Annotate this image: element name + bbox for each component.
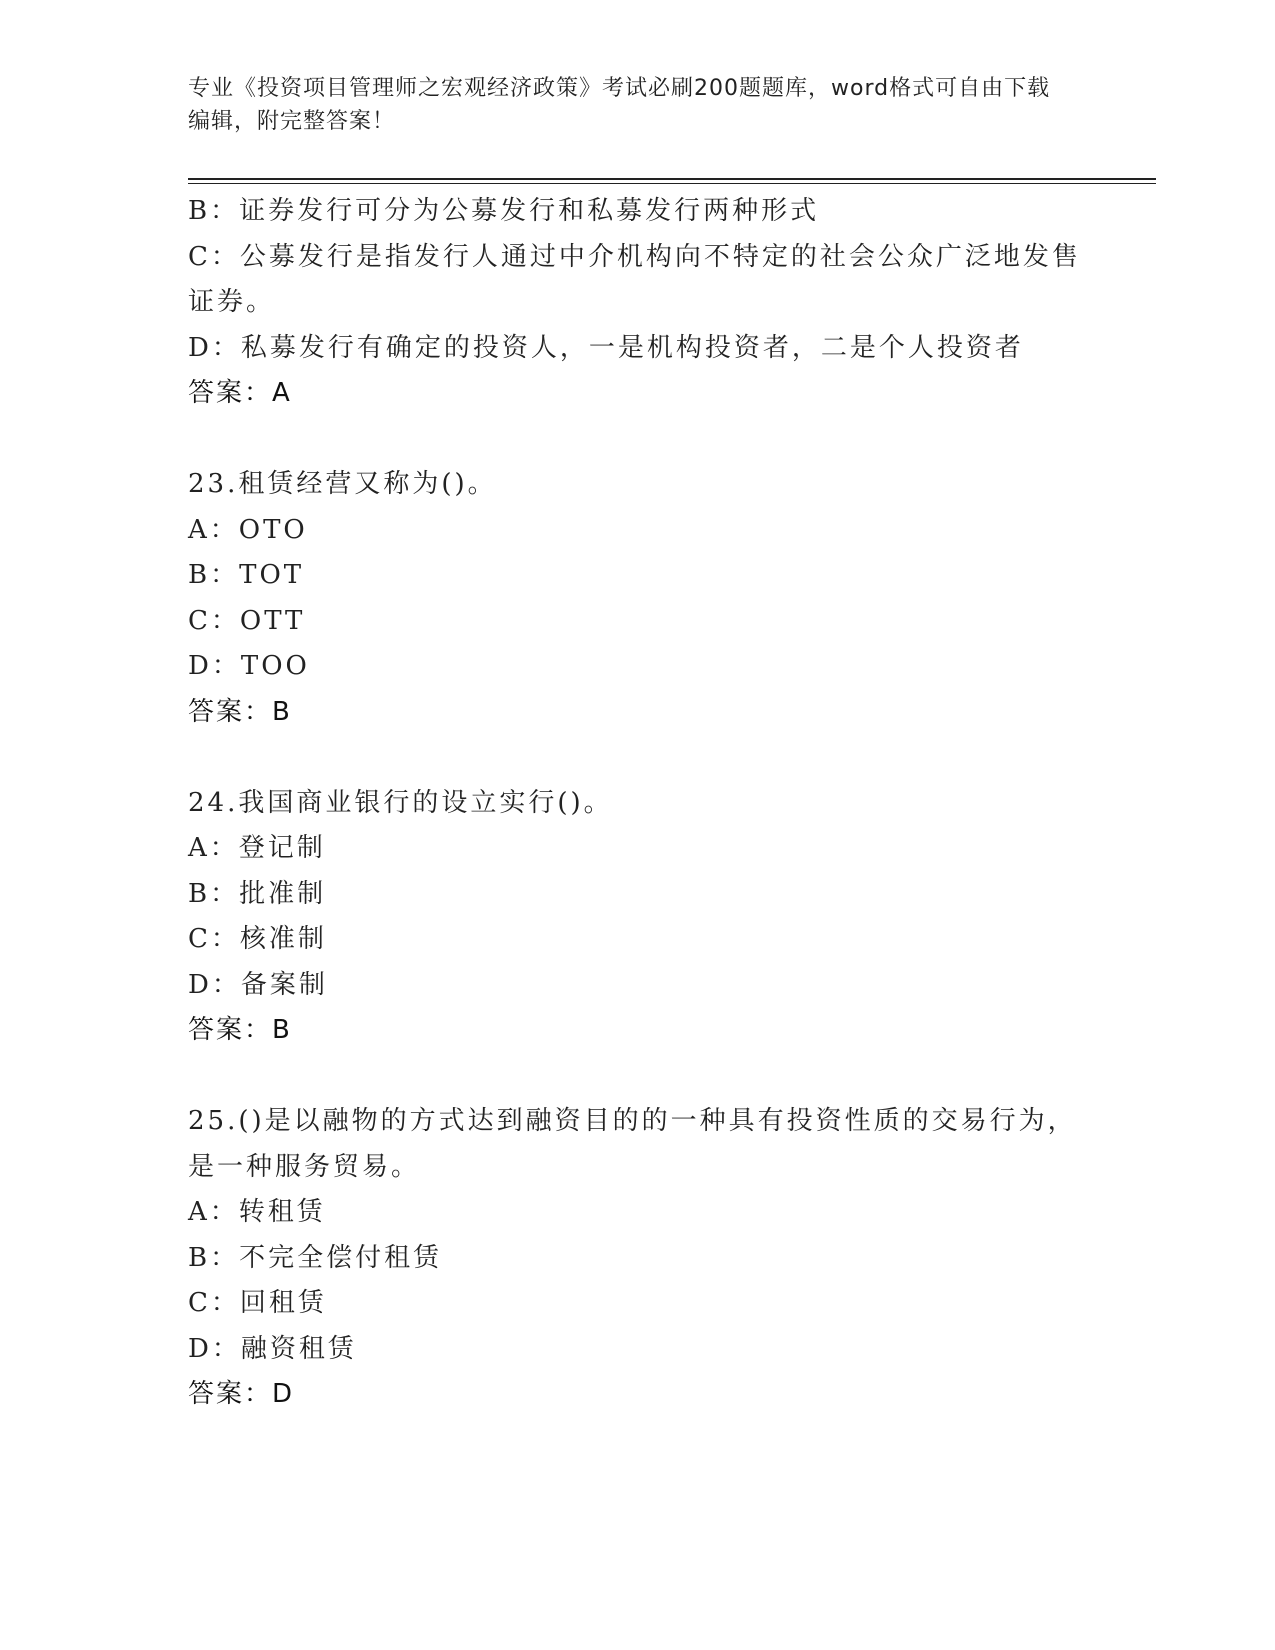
question-block-24 [188,781,1088,1054]
option-d: D：TOO [188,651,310,681]
option-c: C：核准制 [188,924,327,954]
option-d: D：融资租赁 [188,1333,357,1364]
option-a: A：登记制 [188,833,326,863]
header-rule-thick [188,178,1156,180]
header-rule-thin [188,183,1156,184]
question-stem: 23.租赁经营又称为()。 [188,469,497,499]
option-c: C：OTT [188,605,306,636]
option-b: B：证券发行可分为公募发行和私募发行两种形式 [188,196,820,226]
question-block-25 [188,1099,1088,1418]
option-b: B：不完全偿付租赁 [188,1242,443,1273]
document-header: 专业《投资项目管理师之宏观经济政策》考试必刷200题题库，word格式可自由下载编辑，附完整答案！ [188,76,1051,134]
question-stem: 25.()是以融物的方式达到融资目的的一种具有投资性质的交易行为，是一种服务贸易。 [188,1106,1077,1182]
answer-line: 答案：B [188,696,292,727]
option-c: C：回租赁 [188,1288,327,1318]
prev-question-block [188,189,1088,417]
spacer [188,1054,1088,1100]
question-content [188,189,1088,1418]
question-block-23 [188,462,1088,735]
option-b: B：批准制 [188,878,327,909]
option-a: A：OTO [188,514,308,545]
answer-line: 答案：B [188,1015,292,1045]
option-d: D：私募发行有确定的投资人，一是机构投资者，二是个人投资者 [188,332,1024,363]
answer-line: 答案：D [188,1379,295,1409]
option-a: A：转租赁 [188,1197,326,1227]
question-stem: 24.我国商业银行的设立实行()。 [188,787,613,818]
option-d: D：备案制 [188,969,328,1000]
option-c: C：公募发行是指发行人通过中介机构向不特定的社会公众广泛地发售证券。 [188,241,1081,317]
spacer [188,735,1088,781]
answer-line: 答案：A [188,378,292,408]
spacer [188,417,1088,463]
option-b: B：TOT [188,560,305,590]
